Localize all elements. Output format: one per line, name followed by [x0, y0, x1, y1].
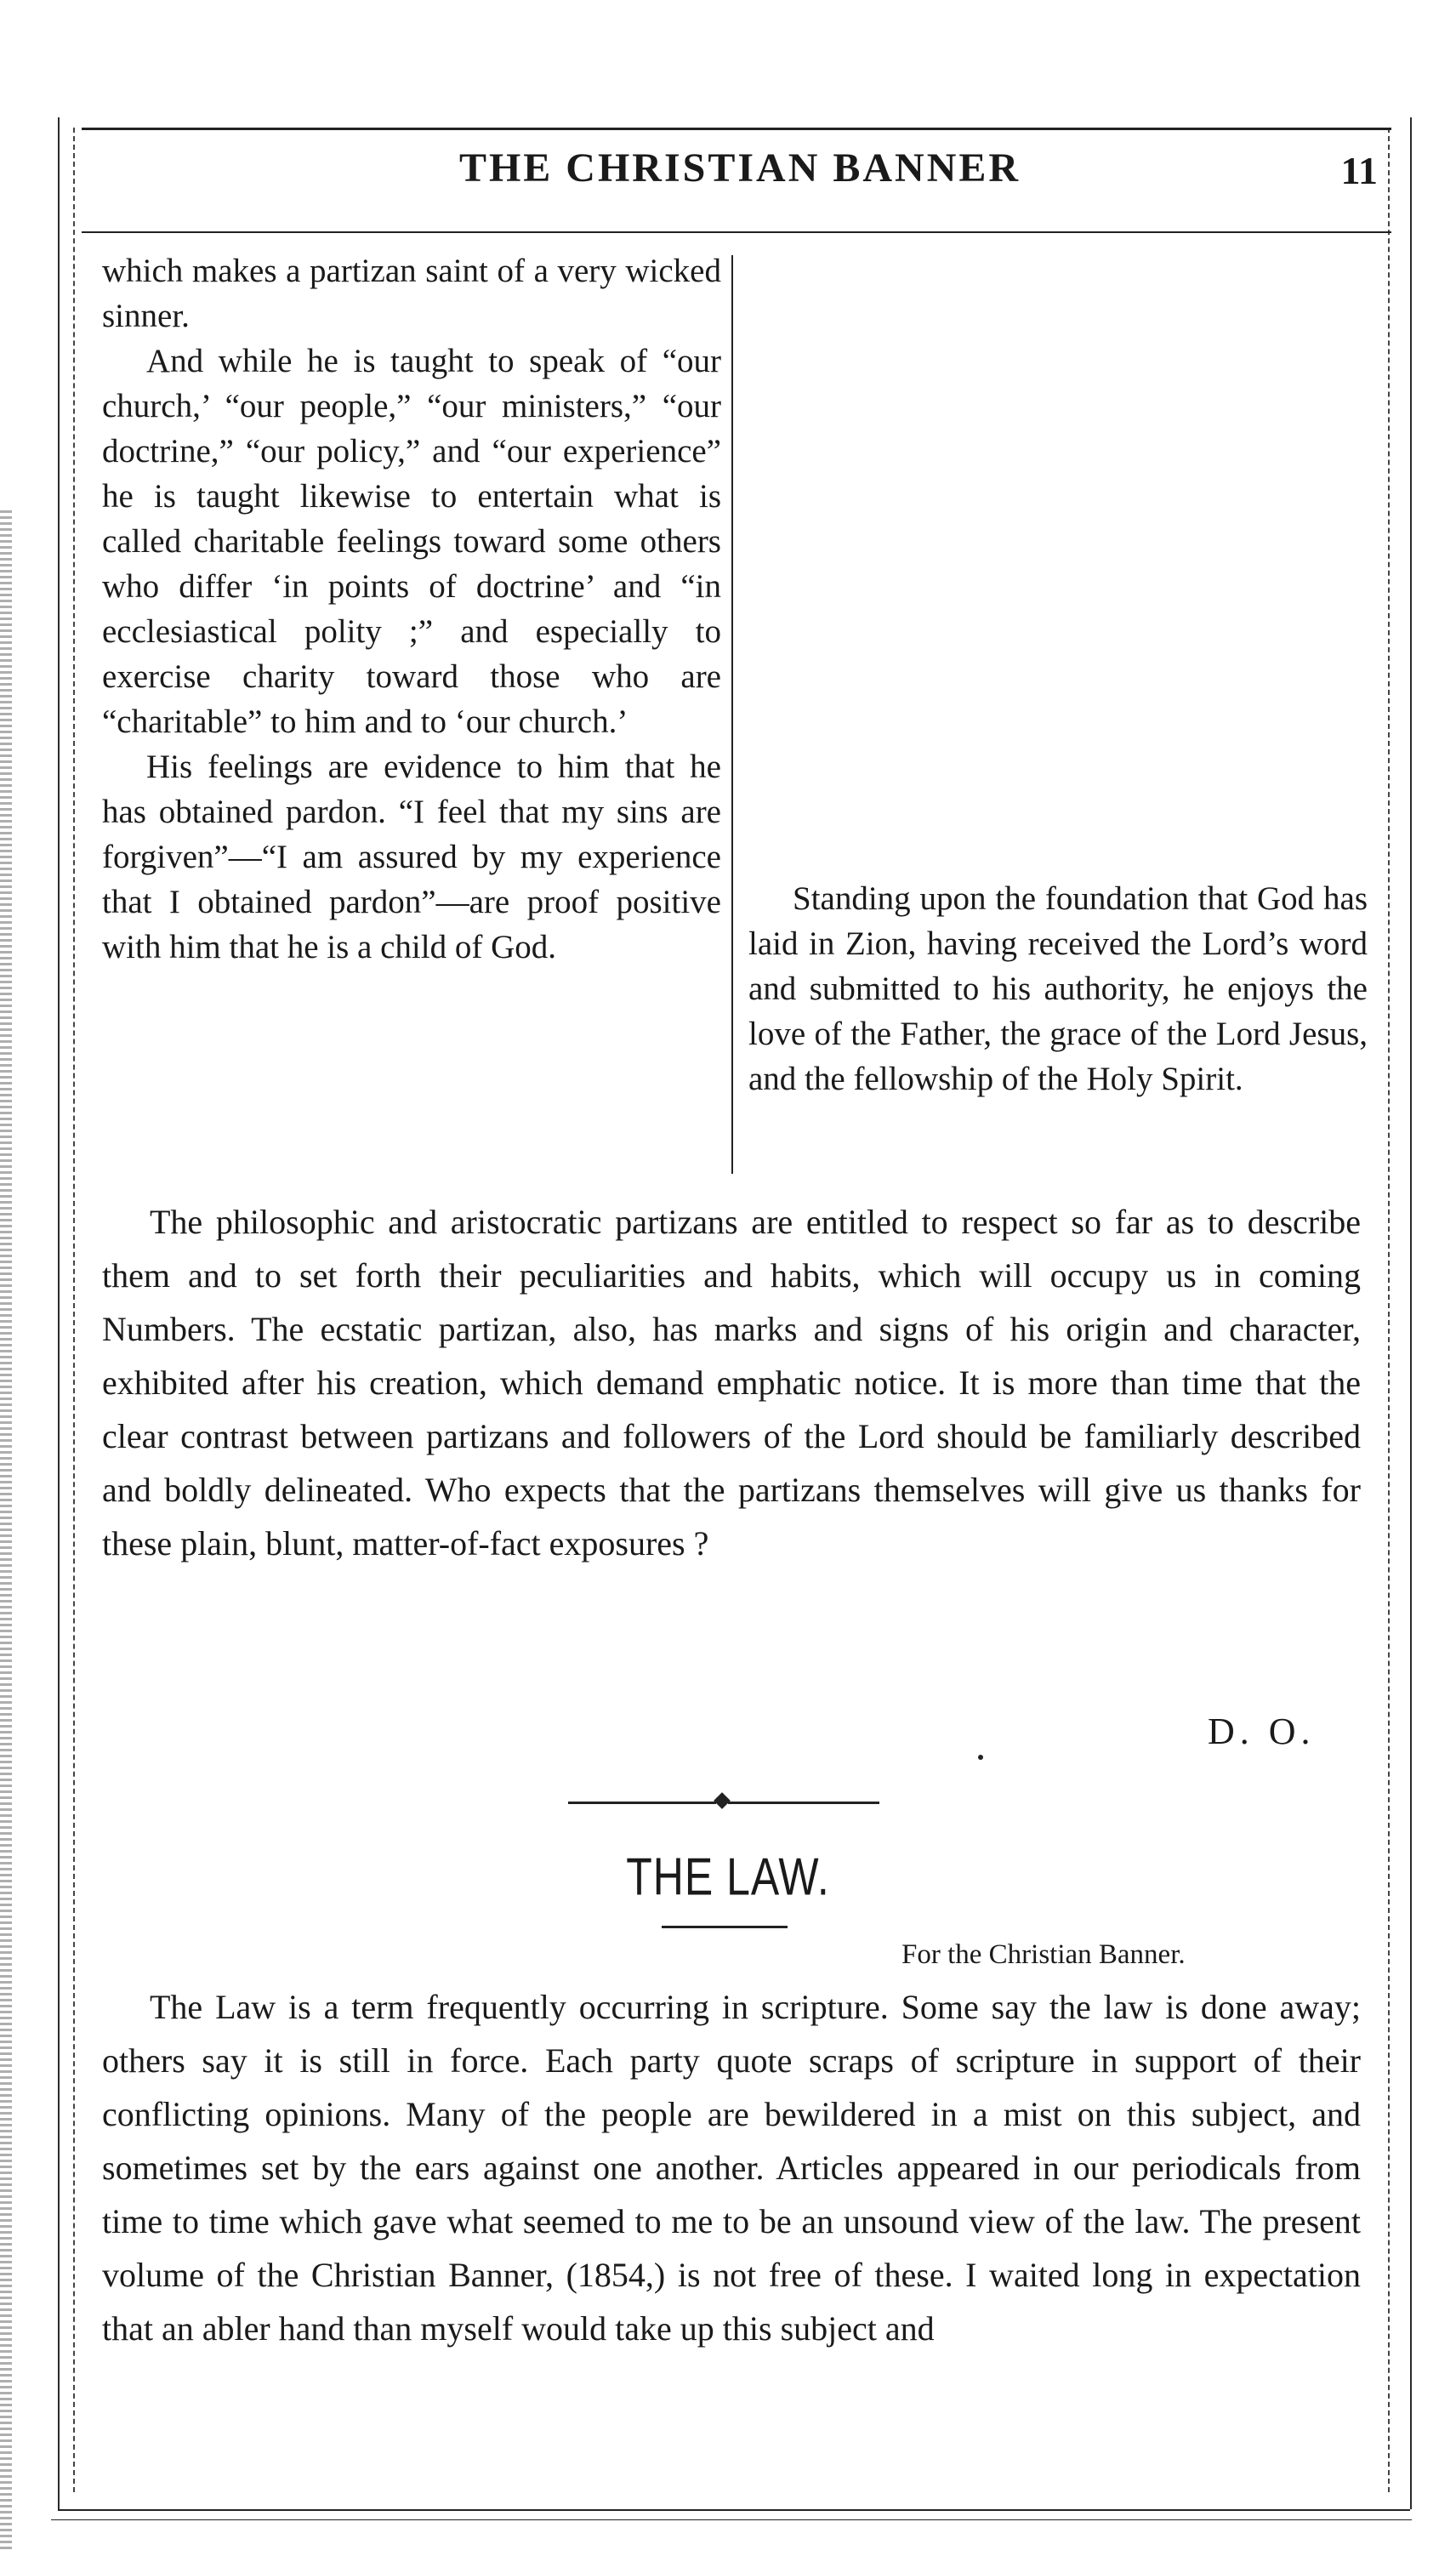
running-header: [85, 145, 1395, 204]
left-column-paragraph: And while he is taught to speak of “our church,’ “our people,” “our ministers,” “our doctrine,” “our policy,” and “our experience” he is taught likewise to entertain what is called charitable feelings toward some others who differ ‘in points of doctrine’ and “in ecclesiastical polity ;” and especially to exercise charity toward those who are “charitable” to him and to ‘our church.’: [102, 343, 721, 740]
left-column-paragraph: His feelings are evidence to him that he has obtained pardon. “I feel that my sins are forgiven”—“I am assured by my experience that I obtained pardon”—are proof positive with him that he is a child of God.: [102, 749, 721, 965]
page-edge-scan-artifact: [0, 510, 12, 2552]
bottom-rule: [58, 2509, 1410, 2511]
section-title: THE LAW.: [626, 1847, 830, 1907]
stray-dot: [978, 1755, 983, 1760]
running-title: THE CHRISTIAN BANNER: [458, 145, 1021, 191]
bottom-rule-thin: [51, 2519, 1412, 2520]
left-column-paragraph: which makes a partizan saint of a very wicked sinner.: [102, 253, 721, 334]
page-number: 11: [1340, 149, 1378, 192]
column-separator: [731, 255, 733, 1174]
signature: D. O.: [1208, 1711, 1316, 1752]
closing-paragraph: The philosophic and aristocratic partizans are entitled to respect so far as to describe them and to set forth their peculiarities and habits, which will occupy us in coming Numbers. The ecstatic partizan, also, has marks and signs of his origin and character, exhibited after his creation, which demand emphatic notice. It is more than time that the clear contrast between partizans and followers of the Lord should be familiarly described and boldly delineated. Who expects that the partizans themselves will give us thanks for these plain, blunt, matter-of-fact exposures ?: [102, 1203, 1361, 1563]
section-body: The Law is a term frequently occurring in scripture. Some say the law is done away; others say it is still in force. Each party quote scraps of scripture in support of their conflicting opinions. Many of the people are bewildered in a mist on this subject, and sometimes set by the ears against one another. Articles appeared in our periodicals from time to time which gave what seemed to me to be an unsound view of the law. The present volume of the Christian Banner, (1854,) is not free of these. I waited long in expectation that an abler hand than myself would take up this subject and: [102, 1988, 1361, 2348]
ornament-line-right: [728, 1802, 879, 1804]
closing-paragraph-block: [102, 1195, 1361, 1570]
top-rule: [82, 128, 1391, 130]
right-column: [748, 876, 1368, 1101]
ornament-line-left: [568, 1802, 716, 1804]
section-body-block: [102, 1980, 1361, 2355]
byline: For the Christian Banner.: [901, 1939, 1186, 1970]
left-column: [102, 248, 721, 970]
right-column-paragraph: Standing upon the foundation that God has laid in Zion, having received the Lord’s word and submitted to his authority, he enjoys the love of the Father, the grace of the Lord Jesus, and the fellowship of the Holy Spirit.: [748, 880, 1368, 1097]
left-dashed-border: [73, 128, 75, 2492]
header-rule: [82, 231, 1391, 233]
right-dashed-border: [1388, 128, 1390, 2492]
title-underline: [662, 1926, 788, 1928]
